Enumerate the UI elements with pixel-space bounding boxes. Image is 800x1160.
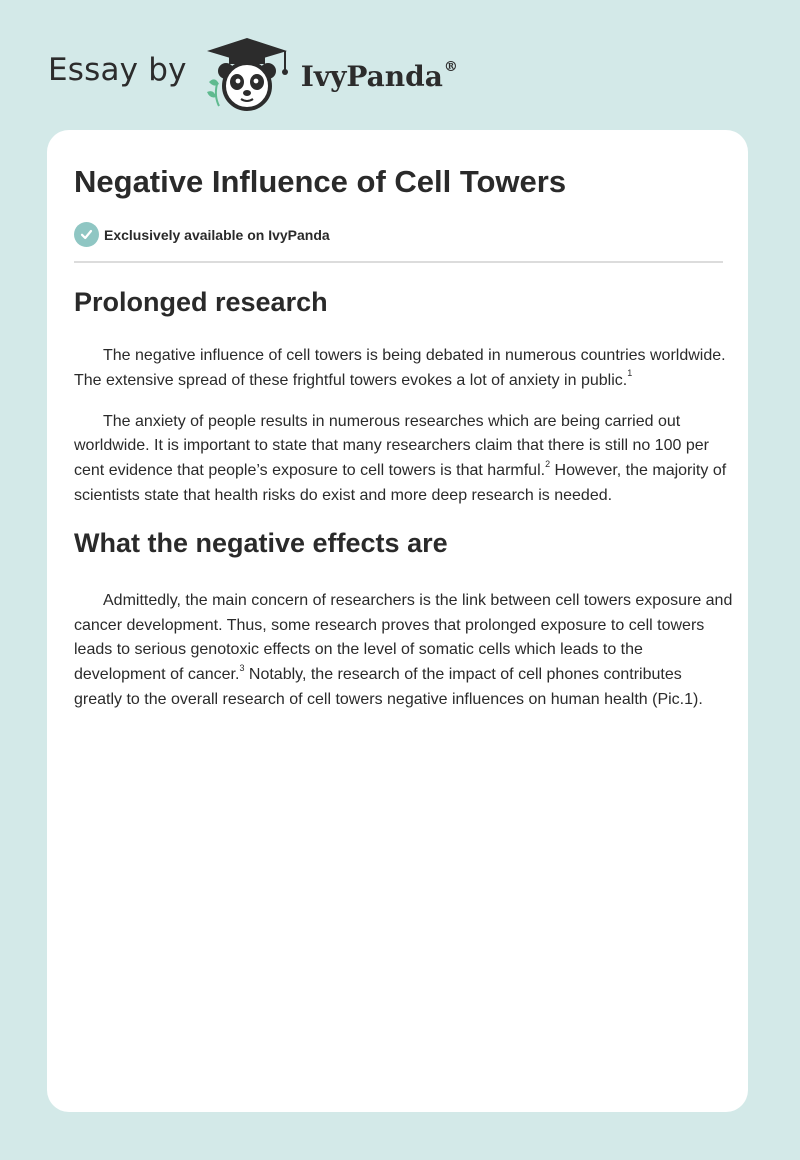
- exclusive-badge: [74, 222, 330, 247]
- section-heading: What the negative effects are: [74, 527, 448, 558]
- essay-content: [74, 280, 734, 713]
- paragraph-text: Notably, the research of the impact of cell phones contributes greatly to the overall research of cell towers negative influences on human health (Pic.1).: [74, 666, 703, 708]
- paragraph-text: The negative influence of cell towers is being debated in numerous countries worldwide. The extensive spread of these frightful towers evokes a lot of anxiety in public.: [74, 347, 726, 389]
- footnote-ref[interactable]: 1: [627, 368, 633, 379]
- essay-by-label: Essay by: [48, 52, 187, 88]
- check-icon: [74, 222, 99, 247]
- panda-logo-icon[interactable]: [201, 36, 293, 112]
- paragraph: [74, 589, 734, 713]
- divider: [74, 261, 723, 263]
- registered-mark: ®: [443, 59, 458, 76]
- site-header: [48, 36, 508, 112]
- brand-label: IvyPanda: [300, 59, 443, 93]
- essay-card: [47, 130, 748, 1112]
- footnote-ref[interactable]: 3: [239, 662, 245, 673]
- paragraph: [74, 344, 734, 394]
- brand-name[interactable]: [301, 60, 458, 93]
- footnote-ref[interactable]: 2: [545, 458, 551, 469]
- paragraph-text: Admittedly, the main concern of researchers is the link between cell towers exposure and cancer development. Thus, some research proves that prolonged exposure to cell towers leads to serious genotoxic effects on the level of somatic cells which leads to the development of cancer.: [74, 591, 733, 684]
- badge-text: Exclusively available on IvyPanda: [104, 226, 330, 243]
- page-title: Negative Influence of Cell Towers: [74, 164, 567, 199]
- paragraph-text: The anxiety of people results in numerous researches which are being carried out worldwide. It is important to state that many researchers claim that there is still no 100 per cent evidence that people’s exposure to cell towers is that harmful.: [74, 412, 709, 480]
- paragraph: [74, 410, 734, 509]
- paragraph-text: However, the majority of scientists state that health risks do exist and more deep research is needed.: [74, 462, 727, 504]
- section-heading: Prolonged research: [74, 287, 328, 317]
